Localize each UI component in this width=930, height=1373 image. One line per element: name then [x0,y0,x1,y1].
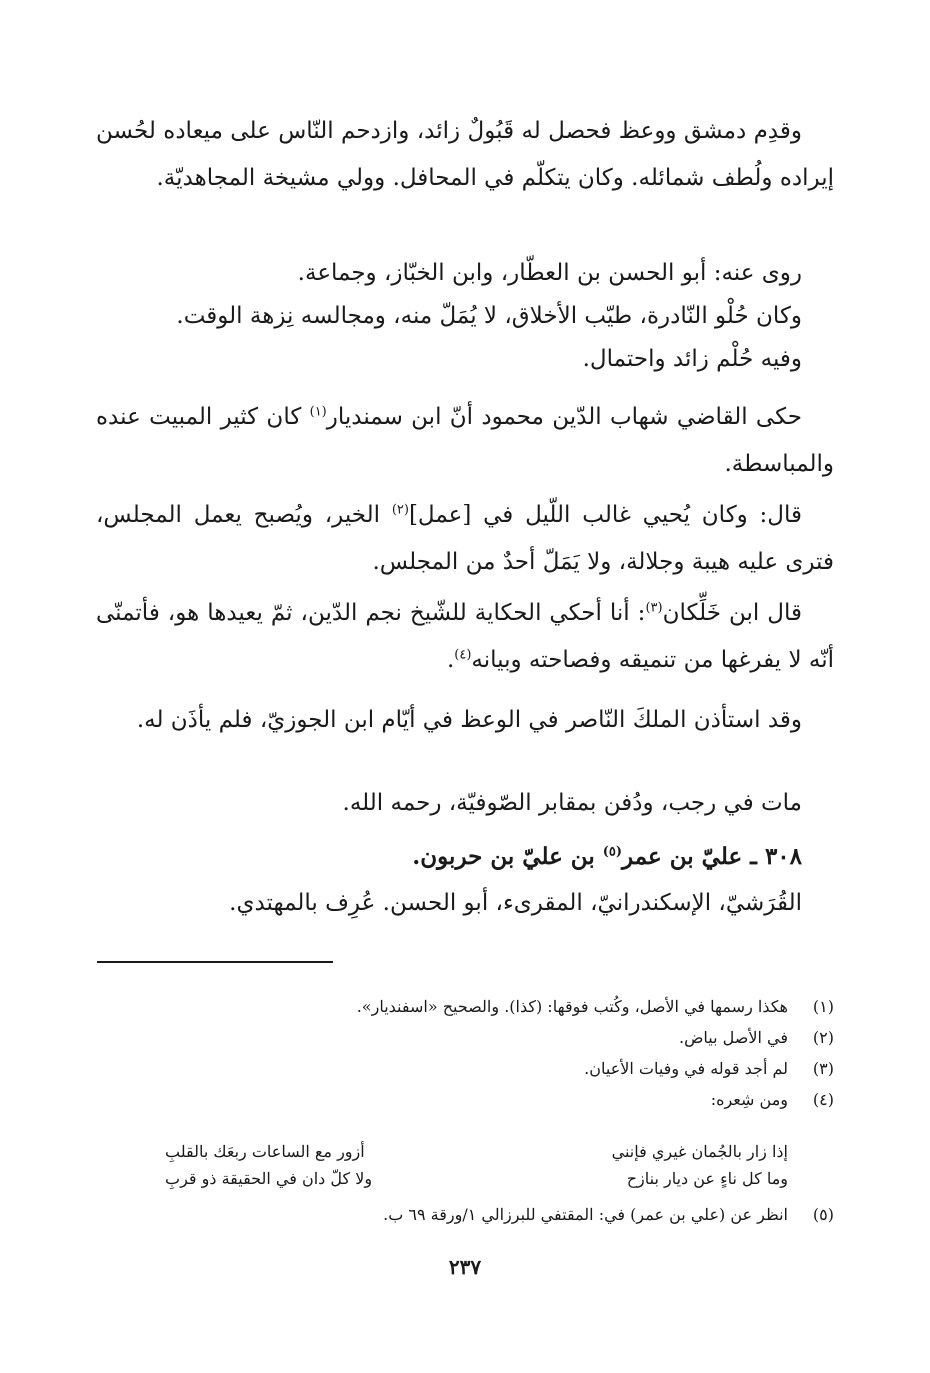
narrators-line: روى عنه: أبو الحسن بن العطّار، وابن الخبّاز، وجماعة. [297,260,802,286]
paragraph-4-part-b: الخير، ويُصبح يعمل المجلس، فترى عليه هيبة وجلالة، ولا يَمَلّ أحدٌ من المجلس. [96,502,834,575]
paragraph-5 [96,590,834,684]
footnote-text: في الأصل بياض. [678,1028,788,1047]
footnote-text: ومن شِعره: [710,1090,788,1109]
footnote-text: هكذا رسمها في الأصل، وكُتب فوقها: (كذا). والصحيح «اسفنديار». [356,997,788,1016]
poem-verse-2-second-hemistich: ولا كلّ دان في الحقيقة ذو قربِ [165,1169,373,1188]
paragraph-1-text: وقدِم دمشق ووعظ فحصل له قَبُولٌ زائد، وازدحم النّاس على ميعاده لحُسن إيراده ولُطف شمائله. وكان يتكلّم في المحافل. وولي مشيخة المجاهديّة. [96,118,834,191]
poem-verse-1-second-hemistich: أزور مع الساعات ربعَك بالقلبِ [165,1142,365,1161]
footnote-text: لم أجد قوله في وفيات الأعيان. [584,1059,788,1078]
footnote-ref-3: (٣) [645,600,663,616]
poem-verse-2-first-hemistich: وما كل ناءٍ عن ديار بنازح [626,1169,788,1188]
footnote-text: انظر عن (علي بن عمر) في: المقتفي للبرزالي ١/ورقة ٦٩ ب. [383,1205,788,1224]
footnote-ref-2: (٢) [391,502,409,518]
footnote-number: (٤) [812,1090,834,1109]
footnote-number: (٥) [812,1205,834,1224]
footnote-number: (١) [812,997,834,1016]
entry-subtitle: القُرَشيّ، الإسكندرانيّ، المقرىء، أبو الحسن. عُرِف بالمهتدي. [229,890,802,916]
paragraph-3-text [96,394,834,488]
paragraph-6 [96,692,834,748]
footnote-5 [96,1199,834,1230]
footnote-ref-4: (٤) [454,647,472,663]
footnote-number: (٣) [812,1059,834,1078]
entry-heading [96,834,834,880]
footnote-ref-5: (٥) [602,844,623,860]
entry-308 [96,834,834,926]
paragraph-1 [96,108,834,202]
footnote-4 [96,1084,834,1115]
footnote-number: (٢) [812,1028,834,1047]
poem-verse-1-first-hemistich: إذا زار بالجُمان غيري فإنني [611,1142,788,1161]
paragraph-3-part-b: كان كثير المبيت عنده والمباسطة. [96,404,834,477]
entry-heading-part-b: بن عليّ بن حربون. [412,843,603,870]
forbearance-line: وفيه حُلْم زائد واحتمال. [582,346,802,372]
paragraph-5-part-a: قال ابن خَلِّكان [662,600,802,626]
death-line: مات في رجب، ودُفن بمقابر الصّوفيّة، رحمه الله. [342,790,802,816]
paragraph-4-text [96,492,834,586]
paragraph-6-text: وقد استأذن الملكَ النّاصر في الوعظ في أيّام ابن الجوزيّ، فلم يأذَن له. [136,707,802,733]
paragraph-2 [96,252,834,381]
paragraph-4 [96,492,834,586]
entry-heading-part-a: ٣٠٨ ـ عليّ بن عمر [622,843,802,870]
paragraph-4-part-a: قال: وكان يُحيي غالب اللّيل في [عمل] [408,502,802,528]
paragraph-5-part-b: : أنا أحكي الحكاية للشّيخ نجم الدّين، ثمّ يعيدها هو، فأتمنّى أنّه لا يفرغها من تنميقه وفصاحته وبيانه [96,600,834,673]
footnote-ref-1: (١) [309,404,327,420]
footnote-2 [96,1022,834,1053]
paragraph-3 [96,394,834,488]
paragraph-7 [96,780,834,827]
paragraph-5-part-c: . [446,647,455,673]
paragraph-3-part-a: حكى القاضي شهاب الدّين محمود أنّ ابن سمنديار [326,404,803,430]
footnote-separator [97,961,333,963]
page-number: ٢٣٧ [448,1255,482,1279]
paragraph-5-text [96,590,834,684]
character-line: وكان حُلْو النّادرة، طيّب الأخلاق، لا يُمَلّ منه، ومجالسه نِزهة الوقت. [176,303,802,329]
footnote-3 [96,1053,834,1084]
footnote-1 [96,991,834,1022]
